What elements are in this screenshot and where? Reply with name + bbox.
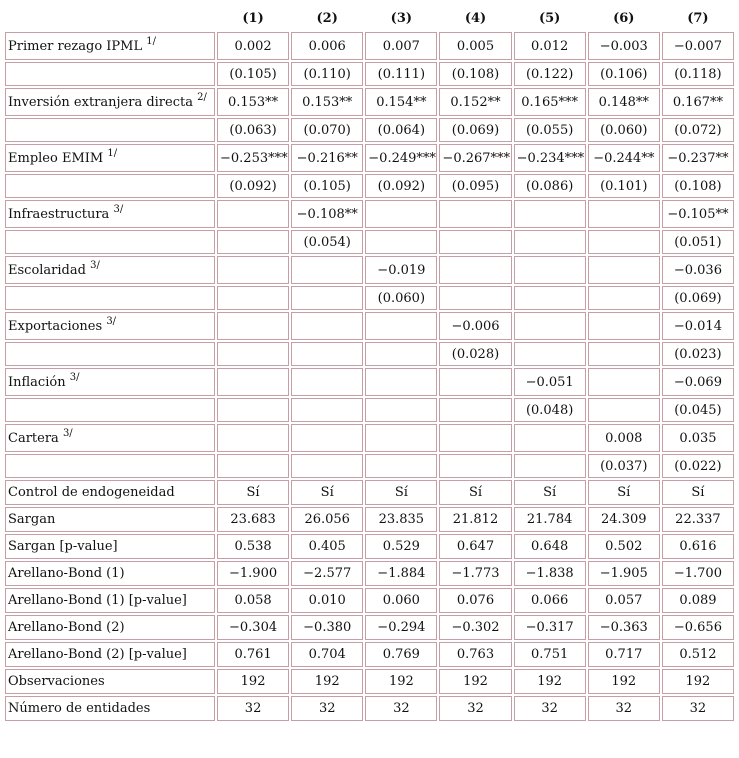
standard-error-cell [291, 286, 363, 310]
standard-error-cell [588, 286, 660, 310]
standard-error-cell: (0.048) [514, 398, 586, 422]
coefficient-row [5, 256, 734, 284]
header-corner [5, 6, 215, 30]
standard-error-cell: (0.118) [662, 62, 734, 86]
standard-error-cell: (0.105) [217, 62, 289, 86]
standard-error-cell [514, 342, 586, 366]
statistic-cell: −1.838 [514, 561, 586, 586]
statistic-cell: −1.884 [365, 561, 437, 586]
statistic-row [5, 534, 734, 559]
column-header: (2) [316, 10, 338, 26]
column-header: (6) [613, 10, 635, 26]
coefficient-cell [217, 424, 289, 452]
coefficient-cell: 0.008 [588, 424, 660, 452]
standard-error-cell: (0.086) [514, 174, 586, 198]
empty-label-cell [5, 398, 215, 422]
standard-error-cell: (0.028) [439, 342, 511, 366]
statistic-label: Arellano-Bond (1) [p-value] [5, 588, 215, 613]
footnote-marker: 1/ [146, 35, 156, 47]
empty-label-cell [5, 342, 215, 366]
coefficient-cell: −0.249*** [365, 144, 437, 172]
statistic-label: Número de entidades [5, 696, 215, 721]
coefficient-cell: −0.267*** [439, 144, 511, 172]
variable-label [5, 200, 215, 228]
variable-name: Inversión extranjera directa [8, 94, 193, 110]
statistic-row [5, 615, 734, 640]
statistic-cell: 32 [439, 696, 511, 721]
statistic-cell: −0.656 [662, 615, 734, 640]
coefficient-cell [514, 200, 586, 228]
coefficient-cell: −0.253*** [217, 144, 289, 172]
statistic-cell: 22.337 [662, 507, 734, 532]
standard-error-cell [291, 398, 363, 422]
statistic-cell: −0.294 [365, 615, 437, 640]
standard-error-cell: (0.023) [662, 342, 734, 366]
statistic-cell: 32 [291, 696, 363, 721]
header-row [5, 6, 734, 30]
coefficient-cell [588, 200, 660, 228]
coefficient-cell: 0.153** [291, 88, 363, 116]
statistic-cell: 192 [291, 669, 363, 694]
standard-error-cell [439, 230, 511, 254]
statistic-cell: Sí [514, 480, 586, 505]
statistic-cell: 192 [662, 669, 734, 694]
standard-error-cell: (0.060) [588, 118, 660, 142]
coefficient-row [5, 312, 734, 340]
statistic-cell: 192 [365, 669, 437, 694]
empty-label-cell [5, 62, 215, 86]
coefficient-row [5, 32, 734, 60]
coefficient-cell: −0.051 [514, 368, 586, 396]
statistic-label: Sargan [p-value] [5, 534, 215, 559]
statistic-cell: Sí [291, 480, 363, 505]
statistic-cell: 0.089 [662, 588, 734, 613]
coefficient-cell: 0.012 [514, 32, 586, 60]
statistic-label: Sargan [5, 507, 215, 532]
standard-error-cell: (0.022) [662, 454, 734, 478]
coefficient-cell [217, 256, 289, 284]
standard-error-row [5, 174, 734, 198]
standard-error-cell: (0.070) [291, 118, 363, 142]
empty-label-cell [5, 454, 215, 478]
statistic-cell: Sí [217, 480, 289, 505]
variable-name: Empleo EMIM [8, 150, 104, 166]
standard-error-cell [514, 230, 586, 254]
coefficient-cell: −0.019 [365, 256, 437, 284]
statistic-cell: 32 [365, 696, 437, 721]
standard-error-cell [588, 342, 660, 366]
coefficient-cell [588, 368, 660, 396]
variable-label [5, 256, 215, 284]
statistic-cell: 0.751 [514, 642, 586, 667]
column-header: (7) [687, 10, 709, 26]
statistic-cell: 0.502 [588, 534, 660, 559]
statistic-cell: 32 [217, 696, 289, 721]
coefficient-cell [217, 200, 289, 228]
coefficient-row [5, 200, 734, 228]
statistic-cell: 0.066 [514, 588, 586, 613]
standard-error-row [5, 118, 734, 142]
standard-error-cell [365, 454, 437, 478]
standard-error-row [5, 62, 734, 86]
statistic-cell: −1.900 [217, 561, 289, 586]
standard-error-cell [514, 454, 586, 478]
column-header: (5) [538, 10, 561, 26]
standard-error-cell [291, 454, 363, 478]
coefficient-cell: 0.006 [291, 32, 363, 60]
statistic-row [5, 696, 734, 721]
standard-error-cell: (0.054) [291, 230, 363, 254]
statistic-cell: −0.380 [291, 615, 363, 640]
coefficient-cell [291, 424, 363, 452]
statistic-cell: 0.647 [439, 534, 511, 559]
coefficient-cell [588, 256, 660, 284]
standard-error-cell [217, 398, 289, 422]
empty-label-cell [5, 230, 215, 254]
standard-error-cell [439, 398, 511, 422]
coefficient-cell [439, 256, 511, 284]
statistic-cell: 192 [588, 669, 660, 694]
standard-error-cell: (0.108) [439, 62, 511, 86]
coefficient-cell [217, 368, 289, 396]
statistic-cell: 0.405 [291, 534, 363, 559]
coefficient-cell: −0.036 [662, 256, 734, 284]
statistic-label: Control de endogeneidad [5, 480, 215, 505]
statistic-row [5, 588, 734, 613]
statistic-cell: 0.763 [439, 642, 511, 667]
statistic-cell: −0.304 [217, 615, 289, 640]
statistic-cell: 21.784 [514, 507, 586, 532]
statistic-cell: 192 [217, 669, 289, 694]
standard-error-cell: (0.108) [662, 174, 734, 198]
statistic-label: Arellano-Bond (2) [5, 615, 215, 640]
statistic-cell: −1.905 [588, 561, 660, 586]
standard-error-row [5, 286, 734, 310]
statistic-cell: 0.648 [514, 534, 586, 559]
standard-error-row [5, 398, 734, 422]
standard-error-cell [217, 454, 289, 478]
standard-error-cell [291, 342, 363, 366]
standard-error-cell: (0.105) [291, 174, 363, 198]
standard-error-cell: (0.045) [662, 398, 734, 422]
coefficient-cell: −0.006 [439, 312, 511, 340]
standard-error-cell: (0.069) [662, 286, 734, 310]
standard-error-cell: (0.060) [365, 286, 437, 310]
coefficient-cell [588, 312, 660, 340]
variable-label [5, 312, 215, 340]
statistic-cell: −2.577 [291, 561, 363, 586]
empty-label-cell [5, 174, 215, 198]
standard-error-cell [217, 286, 289, 310]
standard-error-cell: (0.092) [217, 174, 289, 198]
standard-error-cell: (0.069) [439, 118, 511, 142]
coefficient-cell [291, 312, 363, 340]
statistic-cell: 0.769 [365, 642, 437, 667]
statistic-cell: 0.058 [217, 588, 289, 613]
statistic-cell: 0.704 [291, 642, 363, 667]
statistic-cell: −0.302 [439, 615, 511, 640]
statistic-cell: 0.717 [588, 642, 660, 667]
coefficient-cell: −0.014 [662, 312, 734, 340]
variable-label [5, 32, 215, 60]
statistic-cell: Sí [662, 480, 734, 505]
standard-error-row [5, 454, 734, 478]
coefficient-cell [291, 368, 363, 396]
variable-label [5, 368, 215, 396]
statistic-row [5, 480, 734, 505]
statistic-cell: 0.529 [365, 534, 437, 559]
standard-error-cell: (0.122) [514, 62, 586, 86]
statistic-cell: 0.616 [662, 534, 734, 559]
standard-error-cell: (0.111) [365, 62, 437, 86]
variable-label [5, 144, 215, 172]
coefficient-cell: −0.216** [291, 144, 363, 172]
statistic-cell: 21.812 [439, 507, 511, 532]
coefficient-cell [365, 200, 437, 228]
footnote-marker: 3/ [90, 259, 100, 271]
standard-error-row [5, 230, 734, 254]
standard-error-cell: (0.072) [662, 118, 734, 142]
variable-name: Infraestructura [8, 206, 110, 222]
coefficient-cell [514, 312, 586, 340]
statistic-label: Arellano-Bond (1) [5, 561, 215, 586]
regression-table [3, 4, 736, 723]
standard-error-cell: (0.037) [588, 454, 660, 478]
statistic-cell: 192 [439, 669, 511, 694]
statistic-cell: 32 [588, 696, 660, 721]
statistic-label: Arellano-Bond (2) [p-value] [5, 642, 215, 667]
statistic-row [5, 507, 734, 532]
column-header: (4) [464, 10, 487, 26]
standard-error-cell [217, 230, 289, 254]
standard-error-cell: (0.110) [291, 62, 363, 86]
coefficient-cell [365, 312, 437, 340]
column-header: (1) [242, 10, 264, 26]
statistic-cell: −1.773 [439, 561, 511, 586]
coefficient-cell: 0.154** [365, 88, 437, 116]
statistic-cell: 0.761 [217, 642, 289, 667]
coefficient-cell: −0.244** [588, 144, 660, 172]
statistic-row [5, 669, 734, 694]
coefficient-cell: 0.002 [217, 32, 289, 60]
statistic-row [5, 561, 734, 586]
standard-error-cell: (0.051) [662, 230, 734, 254]
coefficient-row [5, 368, 734, 396]
statistic-cell: 192 [514, 669, 586, 694]
coefficient-cell: −0.108** [291, 200, 363, 228]
statistic-cell: 0.512 [662, 642, 734, 667]
coefficient-cell: −0.003 [588, 32, 660, 60]
footnote-marker: 3/ [62, 427, 73, 439]
statistic-cell: Sí [439, 480, 511, 505]
empty-label-cell [5, 118, 215, 142]
variable-name: Primer rezago IPML [8, 38, 143, 54]
coefficient-cell: −0.237** [662, 144, 734, 172]
statistic-cell: 32 [514, 696, 586, 721]
standard-error-cell: (0.092) [365, 174, 437, 198]
coefficient-row [5, 144, 734, 172]
standard-error-cell [588, 398, 660, 422]
coefficient-cell [514, 256, 586, 284]
empty-label-cell [5, 286, 215, 310]
footnote-marker: 3/ [106, 315, 117, 327]
variable-name: Escolaridad [8, 262, 86, 278]
statistic-label: Observaciones [5, 669, 215, 694]
coefficient-cell [439, 424, 511, 452]
statistic-cell: 0.057 [588, 588, 660, 613]
standard-error-cell [365, 230, 437, 254]
coefficient-cell: 0.153** [217, 88, 289, 116]
variable-name: Inflación [8, 374, 66, 390]
standard-error-cell: (0.106) [588, 62, 660, 86]
coefficient-cell: 0.165*** [514, 88, 586, 116]
statistic-cell: 0.076 [439, 588, 511, 613]
statistic-cell: 23.683 [217, 507, 289, 532]
variable-name: Exportaciones [8, 318, 103, 334]
statistic-cell: −0.363 [588, 615, 660, 640]
variable-label [5, 88, 215, 116]
statistic-cell: Sí [365, 480, 437, 505]
statistic-cell: 24.309 [588, 507, 660, 532]
statistic-cell: Sí [588, 480, 660, 505]
footnote-marker: 1/ [107, 147, 118, 159]
statistic-row [5, 642, 734, 667]
standard-error-cell [365, 342, 437, 366]
footnote-marker: 2/ [197, 91, 207, 103]
coefficient-cell: −0.234*** [514, 144, 586, 172]
statistic-cell: 23.835 [365, 507, 437, 532]
standard-error-cell [217, 342, 289, 366]
coefficient-cell: 0.152** [439, 88, 511, 116]
statistic-cell: 0.538 [217, 534, 289, 559]
standard-error-cell [365, 398, 437, 422]
coefficient-cell: 0.035 [662, 424, 734, 452]
coefficient-cell: −0.105** [662, 200, 734, 228]
coefficient-cell: 0.007 [365, 32, 437, 60]
coefficient-cell: 0.148** [588, 88, 660, 116]
standard-error-cell: (0.064) [365, 118, 437, 142]
standard-error-cell: (0.063) [217, 118, 289, 142]
coefficient-cell [439, 200, 511, 228]
footnote-marker: 3/ [113, 203, 124, 215]
standard-error-cell [439, 286, 511, 310]
coefficient-row [5, 88, 734, 116]
coefficient-cell: 0.167** [662, 88, 734, 116]
coefficient-cell [217, 312, 289, 340]
standard-error-cell: (0.095) [439, 174, 511, 198]
statistic-cell: 0.010 [291, 588, 363, 613]
statistic-cell: 26.056 [291, 507, 363, 532]
variable-name: Cartera [8, 430, 59, 446]
column-header: (3) [390, 10, 413, 26]
coefficient-cell [514, 424, 586, 452]
coefficient-cell: 0.005 [439, 32, 511, 60]
standard-error-cell [439, 454, 511, 478]
coefficient-cell [365, 368, 437, 396]
standard-error-cell: (0.101) [588, 174, 660, 198]
footnote-marker: 3/ [69, 371, 80, 383]
coefficient-cell: −0.069 [662, 368, 734, 396]
statistic-cell: 0.060 [365, 588, 437, 613]
coefficient-cell [291, 256, 363, 284]
standard-error-cell [514, 286, 586, 310]
statistic-cell: −0.317 [514, 615, 586, 640]
standard-error-cell [588, 230, 660, 254]
coefficient-cell: −0.007 [662, 32, 734, 60]
statistic-cell: −1.700 [662, 561, 734, 586]
statistic-cell: 32 [662, 696, 734, 721]
table-body [5, 32, 734, 721]
variable-label [5, 424, 215, 452]
coefficient-cell [365, 424, 437, 452]
coefficient-row [5, 424, 734, 452]
standard-error-row [5, 342, 734, 366]
standard-error-cell: (0.055) [514, 118, 586, 142]
coefficient-cell [439, 368, 511, 396]
